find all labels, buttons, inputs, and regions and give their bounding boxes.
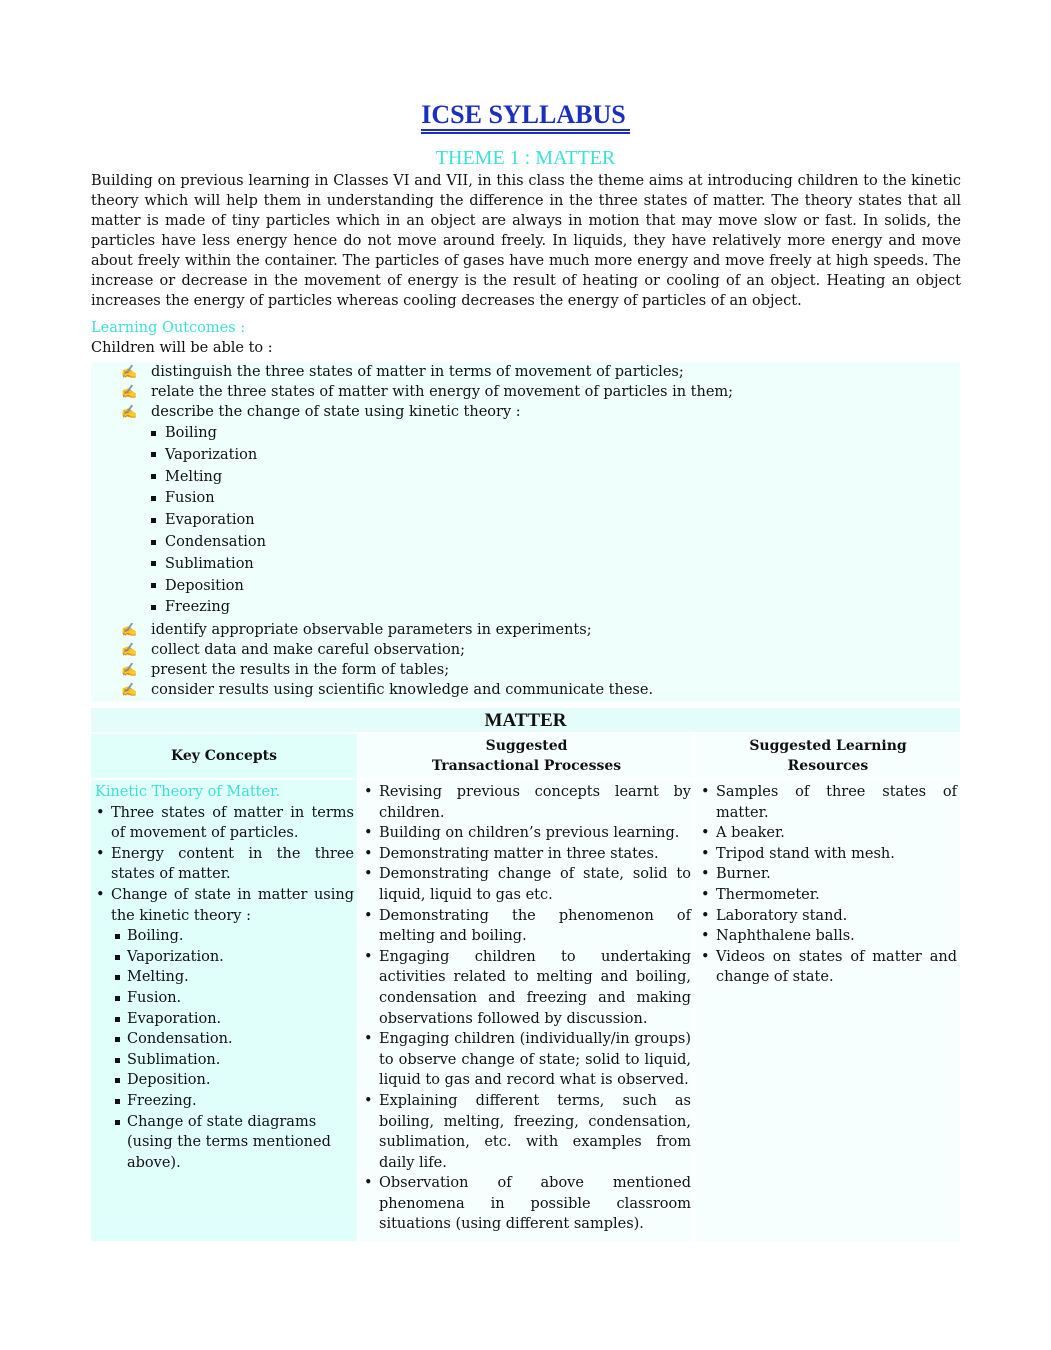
sub-list-item: Sublimation. <box>95 1050 354 1071</box>
list-item: • Demonstrating matter in three states. <box>363 844 691 865</box>
list-item: • Observation of above mentioned phenomena in possible classroom situations (using different samples). <box>363 1173 691 1235</box>
learning-outcomes-intro: Children will be able to : <box>91 340 273 356</box>
term-text: Melting <box>165 468 223 485</box>
list-item: • Engaging children to undertaking activities related to melting and boiling, condensation and freezing and making observations followed by discussion. <box>363 947 691 1029</box>
sub-list-item: Freezing. <box>95 1091 354 1112</box>
sub-list-item: Evaporation. <box>95 1009 354 1030</box>
sub-list-item: Boiling. <box>95 926 354 947</box>
table-heading: MATTER <box>91 708 960 732</box>
term-text: Vaporization <box>165 446 258 463</box>
list-item: • A beaker. <box>700 823 957 844</box>
sub-list-item: Condensation. <box>95 1029 354 1050</box>
column-header: Suggested Transactional Processes <box>359 734 694 780</box>
sub-list-item <box>151 445 257 465</box>
sub-list-item: Change of state diagrams (using the terms mentioned above). <box>95 1112 354 1174</box>
list-item: • Change of state in matter using the kinetic theory : <box>95 885 354 926</box>
list-item <box>121 402 521 423</box>
list-item <box>121 620 592 641</box>
writing-hand-icon: ✍ <box>121 405 138 420</box>
list-item: • Explaining different terms, such as boiling, melting, freezing, condensation, sublimation, etc. with examples from daily life. <box>363 1091 691 1173</box>
list-item: • Revising previous concepts learnt by children. <box>363 782 691 823</box>
writing-hand-icon: ✍ <box>121 643 138 659</box>
square-bullet-icon <box>151 496 156 501</box>
sub-list-item: Vaporization. <box>95 947 354 968</box>
square-bullet-icon <box>151 518 156 523</box>
square-bullet-icon <box>151 561 156 566</box>
list-item: • Demonstrating the phenomenon of melting and boiling. <box>363 906 691 947</box>
term-text: Sublimation <box>165 555 254 572</box>
list-item: • Thermometer. <box>700 885 957 906</box>
term-text: Boiling <box>165 425 217 441</box>
sub-list-item <box>151 597 230 617</box>
list-item: • Samples of three states of matter. <box>700 782 957 823</box>
sub-list-item <box>151 488 215 508</box>
sub-list-item <box>151 576 244 596</box>
sub-list-item <box>151 467 222 487</box>
writing-hand-icon: ✍ <box>121 365 138 380</box>
square-bullet-icon <box>151 605 156 610</box>
column-header: Key Concepts <box>91 734 357 780</box>
square-bullet-icon <box>151 540 156 545</box>
writing-hand-icon: ✍ <box>121 623 138 639</box>
square-bullet-icon <box>151 431 156 436</box>
term-text: Condensation <box>165 534 266 550</box>
matter-table <box>91 708 960 1241</box>
outcome-text: consider results using scientific knowledge and communicate these. <box>151 682 654 699</box>
writing-hand-icon: ✍ <box>121 683 138 699</box>
outcome-text: identify appropriate observable parameters in experiments; <box>151 622 592 639</box>
square-bullet-icon <box>151 583 156 588</box>
list-item: • Videos on states of matter and change of state. <box>700 947 957 988</box>
outcome-text: distinguish the three states of matter in terms of movement of particles; <box>151 364 684 380</box>
processes-column <box>359 734 694 1241</box>
list-item <box>121 362 684 383</box>
list-item: • Building on children’s previous learning. <box>363 823 691 844</box>
term-text: Freezing <box>165 599 231 616</box>
sub-list-item <box>151 532 266 552</box>
writing-hand-icon: ✍ <box>121 663 138 679</box>
list-item <box>121 640 465 661</box>
theme-heading: THEME 1 : MATTER <box>435 147 616 169</box>
sub-list-item: Deposition. <box>95 1070 354 1091</box>
key-concept-title: Kinetic Theory of Matter. <box>95 784 281 800</box>
list-item: • Laboratory stand. <box>700 906 957 927</box>
list-item: • Three states of matter in terms of movement of particles. <box>95 803 354 844</box>
sub-list-item: Fusion. <box>95 988 354 1009</box>
outcome-text: describe the change of state using kinetic theory : <box>151 404 521 420</box>
list-item <box>121 680 653 701</box>
document-title: ICSE SYLLABUS <box>0 100 1051 130</box>
list-item: • Tripod stand with mesh. <box>700 844 957 865</box>
list-item: • Naphthalene balls. <box>700 926 957 947</box>
sub-list-item <box>151 510 255 530</box>
writing-hand-icon: ✍ <box>121 385 138 400</box>
sub-list-item <box>151 554 254 574</box>
list-item <box>121 660 449 681</box>
term-text: Evaporation <box>165 512 255 529</box>
term-text: Deposition <box>165 577 244 594</box>
sub-list-item: Melting. <box>95 967 354 988</box>
resources-column <box>696 734 960 1241</box>
intro-paragraph: Building on previous learning in Classes VI and VII, in this class the theme aims at introducing children to the kinetic theory which will help them in understanding the difference in the three states of matter. The theory states that all matter is made of tiny particles which in an object are always in motion that may move slow or fast. In solids, the particles have less energy hence do not move around freely. In liquids, they have relatively more energy and move about freely within the container. The particles of gases have much more energy and move freely at high speeds. The increase or decrease in the movement of energy is the result of heating or cooling of an object. Heating an object increases the energy of particles whereas cooling decreases the energy of particles of an object. <box>91 173 961 309</box>
column-header: Suggested Learning Resources <box>696 734 960 780</box>
learning-outcomes-list <box>91 362 960 702</box>
list-item: • Burner. <box>700 864 957 885</box>
key-concepts-column <box>91 734 357 1241</box>
learning-outcomes-heading: Learning Outcomes : <box>91 320 246 336</box>
outcome-text: present the results in the form of tables; <box>151 662 450 679</box>
list-item: • Engaging children (individually/in groups) to observe change of state; solid to liquid, liquid to gas and record what is observed. <box>363 1029 691 1091</box>
sub-list-item <box>151 423 217 443</box>
outcome-text: relate the three states of matter with energy of movement of particles in them; <box>151 384 734 400</box>
list-item: • Demonstrating change of state, solid to liquid, liquid to gas etc. <box>363 864 691 905</box>
list-item <box>121 382 733 403</box>
square-bullet-icon <box>151 474 156 479</box>
list-item: • Energy content in the three states of matter. <box>95 844 354 885</box>
outcome-text: collect data and make careful observation; <box>151 642 465 659</box>
square-bullet-icon <box>151 452 156 457</box>
term-text: Fusion <box>165 490 215 507</box>
